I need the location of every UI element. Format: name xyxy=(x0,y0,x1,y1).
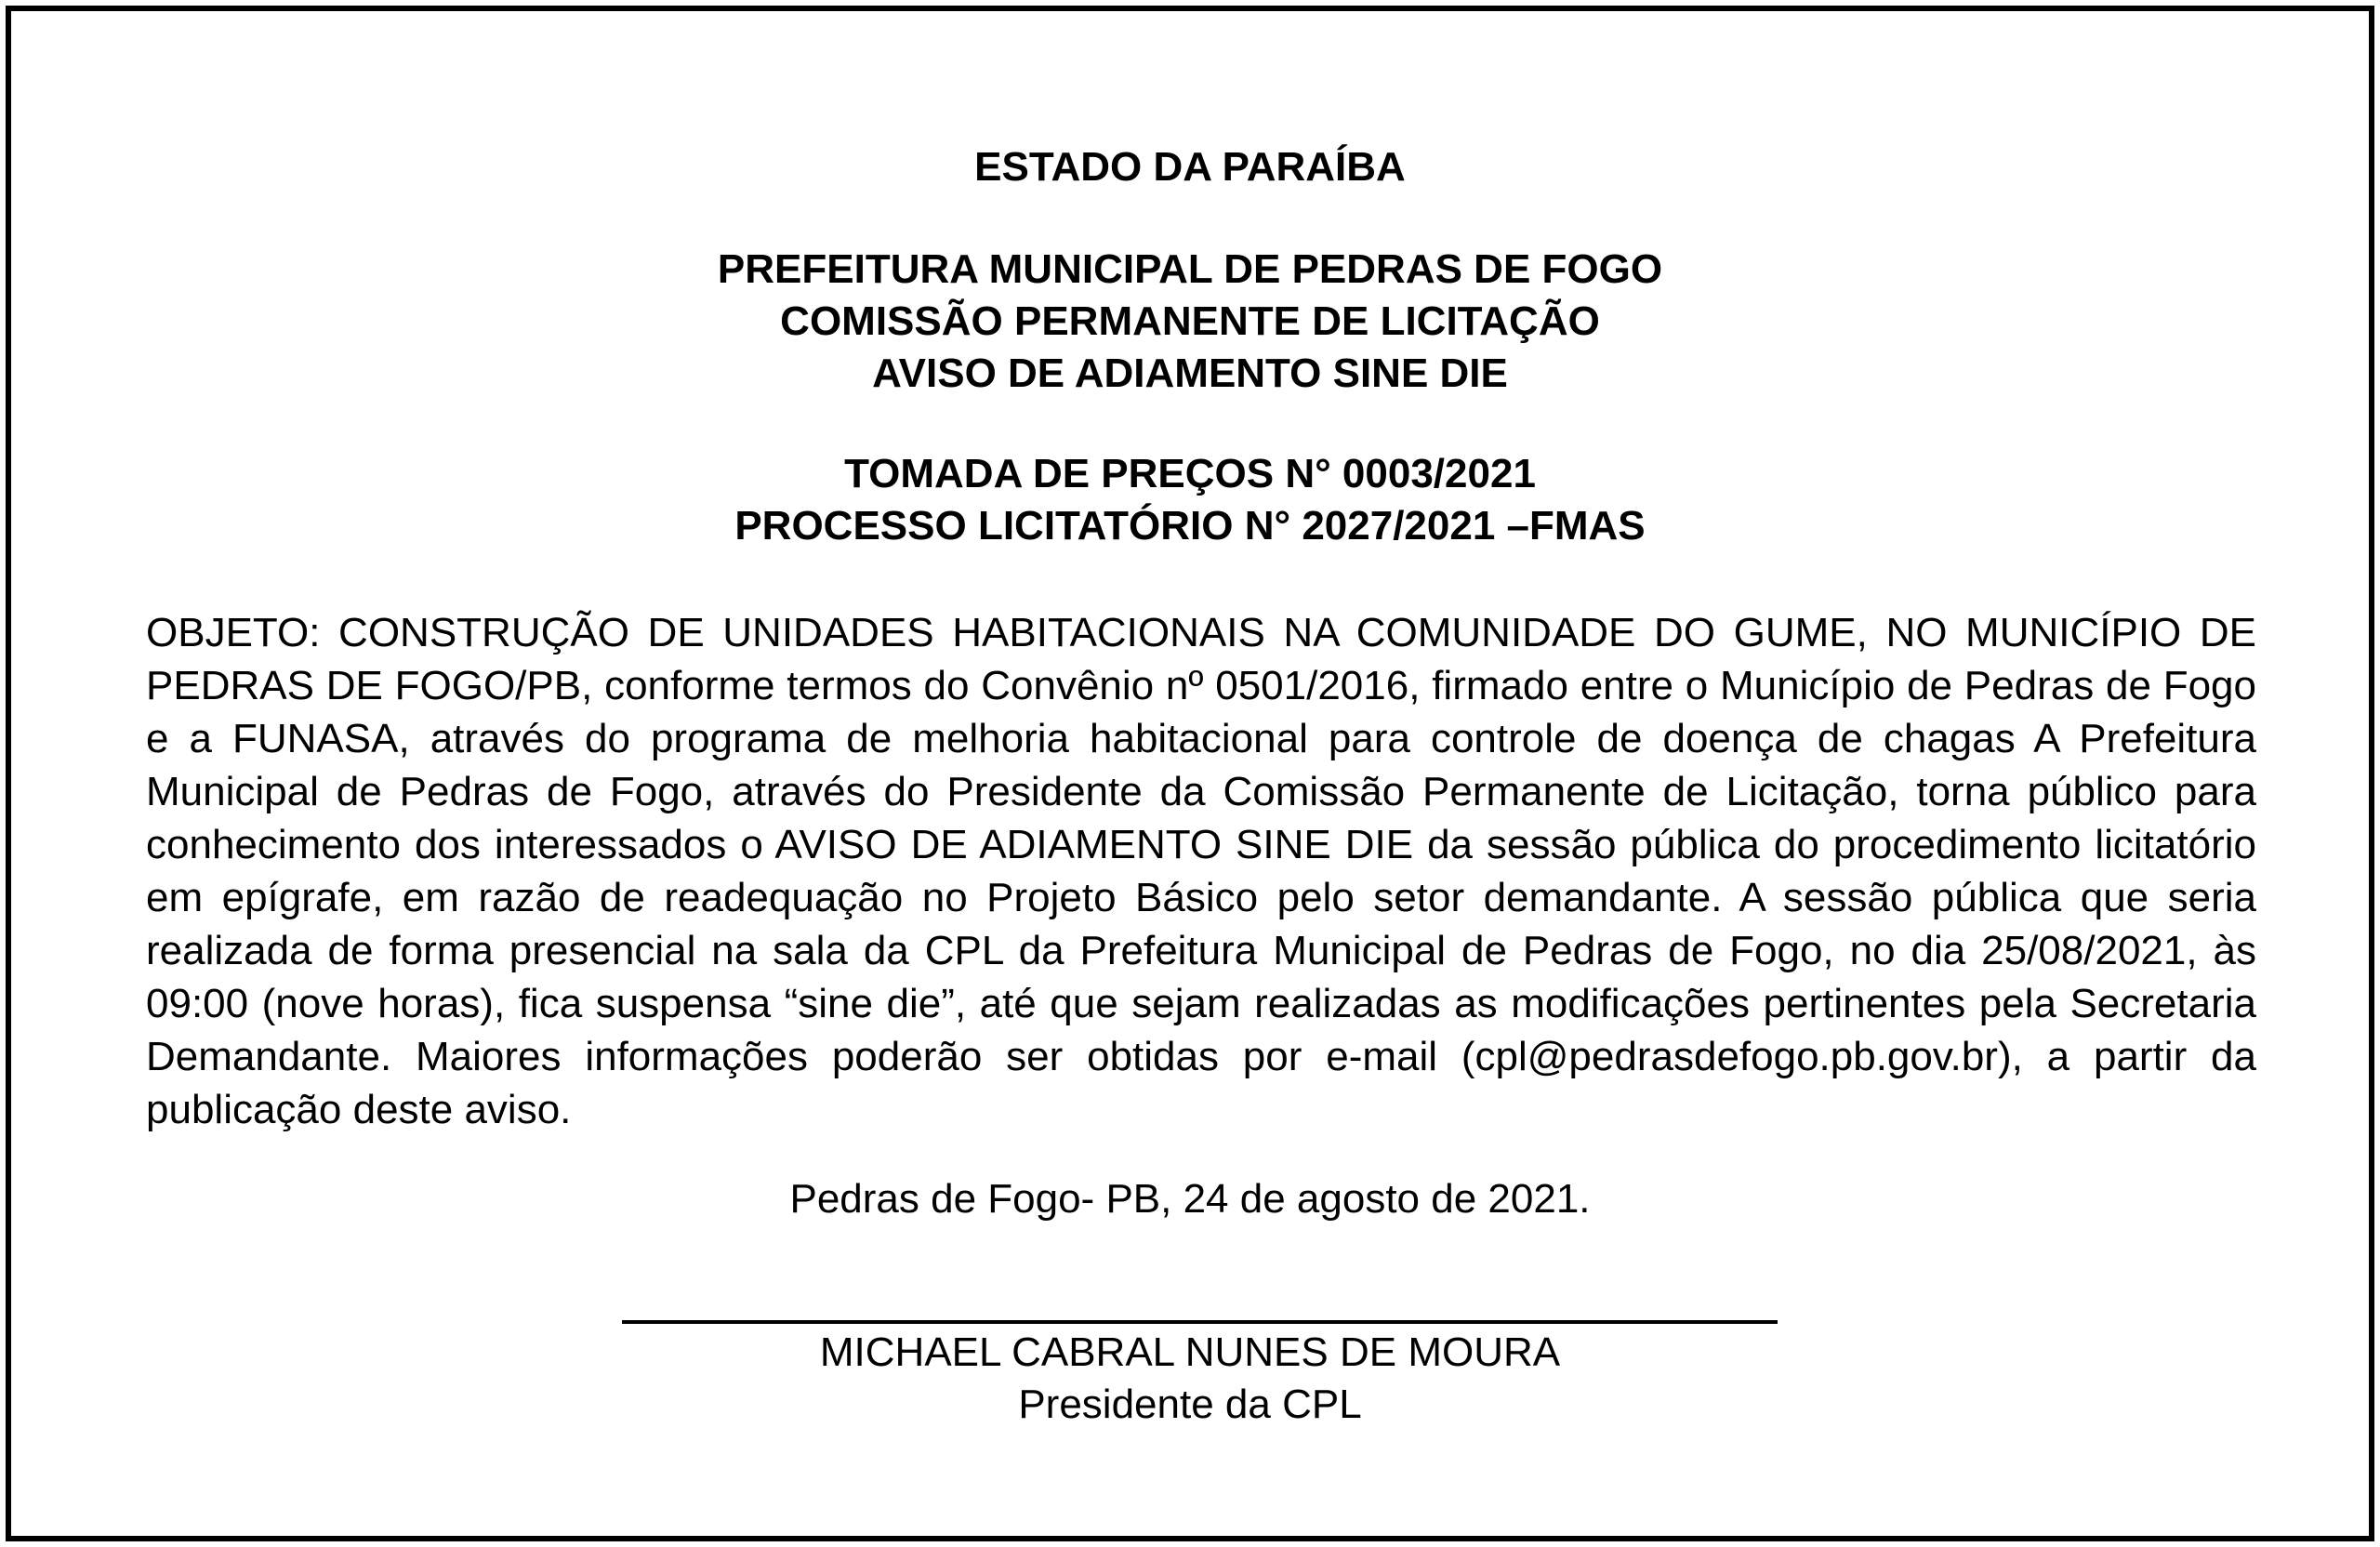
state-heading xyxy=(11,141,2369,193)
prefecture-name: PREFEITURA MUNICIPAL DE PEDRAS DE FOGO xyxy=(717,246,1663,292)
tender-heading xyxy=(11,448,2369,552)
authority-heading xyxy=(11,244,2369,400)
notice-title: AVISO DE ADIAMENTO SINE DIE xyxy=(872,350,1508,396)
signature-block xyxy=(11,1327,2369,1431)
signer-name: MICHAEL CABRAL NUNES DE MOURA xyxy=(819,1329,1561,1375)
tender-number: TOMADA DE PREÇOS N° 0003/2021 xyxy=(844,451,1536,496)
state-name: ESTADO DA PARAÍBA xyxy=(974,144,1406,190)
document-frame xyxy=(6,6,2374,1541)
process-number: PROCESSO LICITATÓRIO N° 2027/2021 –FMAS xyxy=(734,503,1646,549)
commission-name: COMISSÃO PERMANENTE DE LICITAÇÃO xyxy=(780,298,1600,344)
signer-role: Presidente da CPL xyxy=(1018,1382,1362,1427)
dateline: Pedras de Fogo- PB, 24 de agosto de 2021. xyxy=(789,1176,1591,1222)
notice-body: OBJETO: CONSTRUÇÃO DE UNIDADES HABITACIONAIS NA COMUNIDADE DO GUME, NO MUNICÍPIO DE PEDRAS DE FOGO/PB, conforme termos do Convênio nº 0501/2016, firmado entre o Município de Pedras de Fogo e a FUNASA, através do programa de melhoria habitacional para controle de doença de chagas A Prefeitura Municipal de Pedras de Fogo, através do Presidente da Comissão Permanente de Licitação, torna público para conhecimento dos interessados o AVISO DE ADIAMENTO SINE DIE da sessão pública do procedimento licitatório em epígrafe, em razão de readequação no Projeto Básico pelo setor demandante. A sessão pública que seria realizada de forma presencial na sala da CPL da Prefeitura Municipal de Pedras de Fogo, no dia 25/08/2021, às 09:00 (nove horas), fica suspensa “sine die”, até que sejam realizadas as modificações pertinentes pela Secretaria Demandante. Maiores informações poderão ser obtidas por e-mail (cpl@pedrasdefogo.pb.gov.br), a partir da publicação deste aviso. xyxy=(146,610,2256,1132)
signature-line xyxy=(622,1320,1778,1324)
